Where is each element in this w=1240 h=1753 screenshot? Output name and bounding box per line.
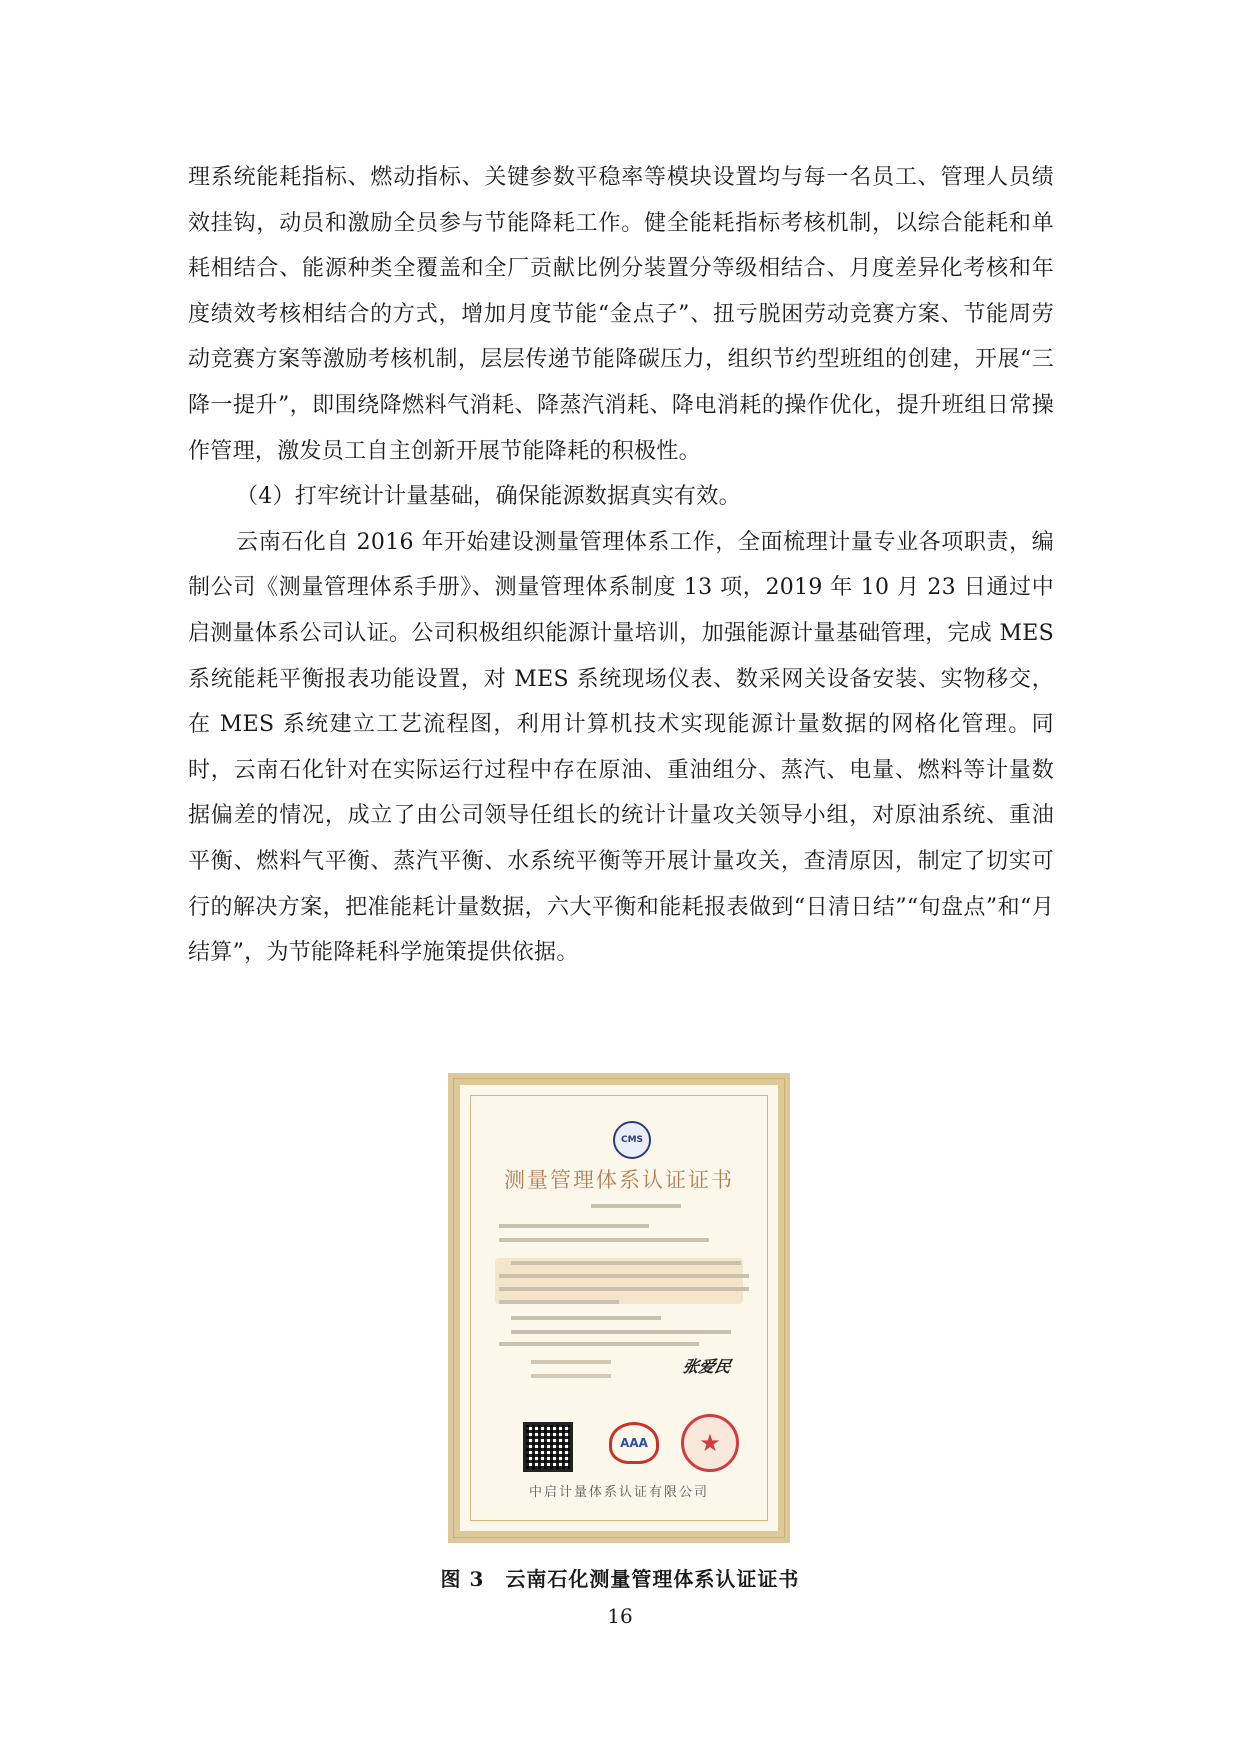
cms-logo-icon: CMS xyxy=(613,1121,651,1159)
section-heading: （4）打牢统计计量基础，确保能源数据真实有效。 xyxy=(236,484,741,510)
certificate-text-line xyxy=(499,1274,749,1278)
certificate-inner-border xyxy=(470,1095,768,1521)
certificate-image xyxy=(448,1073,790,1543)
aaa-logo-icon: AAA xyxy=(609,1422,659,1464)
figure-caption: 图 3 云南石化测量管理体系认证证书 xyxy=(440,1567,800,1591)
qr-code-icon xyxy=(523,1422,573,1472)
paragraph: 云南石化自 2016 年开始建设测量管理体系工作，全面梳理计量专业各项职责，编制公司《测量管理体系手册》、测量管理体系制度 13 项，2019 年 10 月 23 日通过中启测量体系公司认证。公司积极组织能源计量培训，加强能源计量基础管理，完成 MES 系统能耗平衡报表功能设置，对 MES 系统现场仪表、数采网关设备安装、实物移交，在 MES 系统建立工艺流程图，利用计算机技术实现能源计量数据的网格化管理。同时，云南石化针对在实际运行过程中存在原油、重油组分、蒸汽、电量、燃料等计量数据偏差的情况，成立了由公司领导任组长的统计计量攻关领导小组，对原油系统、重油平衡、燃料气平衡、蒸汽平衡、水系统平衡等开展计量攻关，查清原因，制定了切实可行的解决方案，把准能耗计量数据，六大平衡和能耗报表做到“日清日结”“旬盘点”和“月结算”，为节能降耗科学施策提供依据。 xyxy=(188,529,1054,966)
certificate-text-line xyxy=(511,1316,661,1320)
certificate-text-line xyxy=(511,1261,741,1265)
body-text xyxy=(188,155,1054,976)
certificate-text-line xyxy=(499,1287,749,1291)
official-seal-icon: ★ xyxy=(681,1414,739,1472)
certificate-text-line xyxy=(511,1330,731,1334)
certificate-text-line xyxy=(591,1204,681,1208)
page-number: 16 xyxy=(607,1604,633,1628)
certificate-text-line xyxy=(499,1224,649,1228)
certificate-date-line xyxy=(531,1360,611,1364)
certificate-issuer: 中启计量体系认证有限公司 xyxy=(528,1485,709,1500)
signature: 张爱民 xyxy=(680,1357,733,1376)
certificate-text-line xyxy=(499,1342,699,1346)
certificate-date-line xyxy=(531,1374,611,1378)
certificate-text-line xyxy=(499,1300,619,1304)
certificate-text-line xyxy=(499,1238,709,1242)
certificate-title: 测量管理体系认证证书 xyxy=(504,1168,734,1192)
paragraph: 理系统能耗指标、燃动指标、关键参数平稳率等模块设置均与每一名员工、管理人员绩效挂钩，动员和激励全员参与节能降耗工作。健全能耗指标考核机制，以综合能耗和单耗相结合、能源种类全覆盖和全厂贡献比例分装置分等级相结合、月度差异化考核和年度绩效考核相结合的方式，增加月度节能“金点子”、扭亏脱困劳动竞赛方案、节能周劳动竞赛方案等激励考核机制，层层传递节能降碳压力，组织节约型班组的创建，开展“三降一提升”，即围绕降燃料气消耗、降蒸汽消耗、降电消耗的操作优化，提升班组日常操作管理，激发员工自主创新开展节能降耗的积极性。 xyxy=(188,165,1054,464)
